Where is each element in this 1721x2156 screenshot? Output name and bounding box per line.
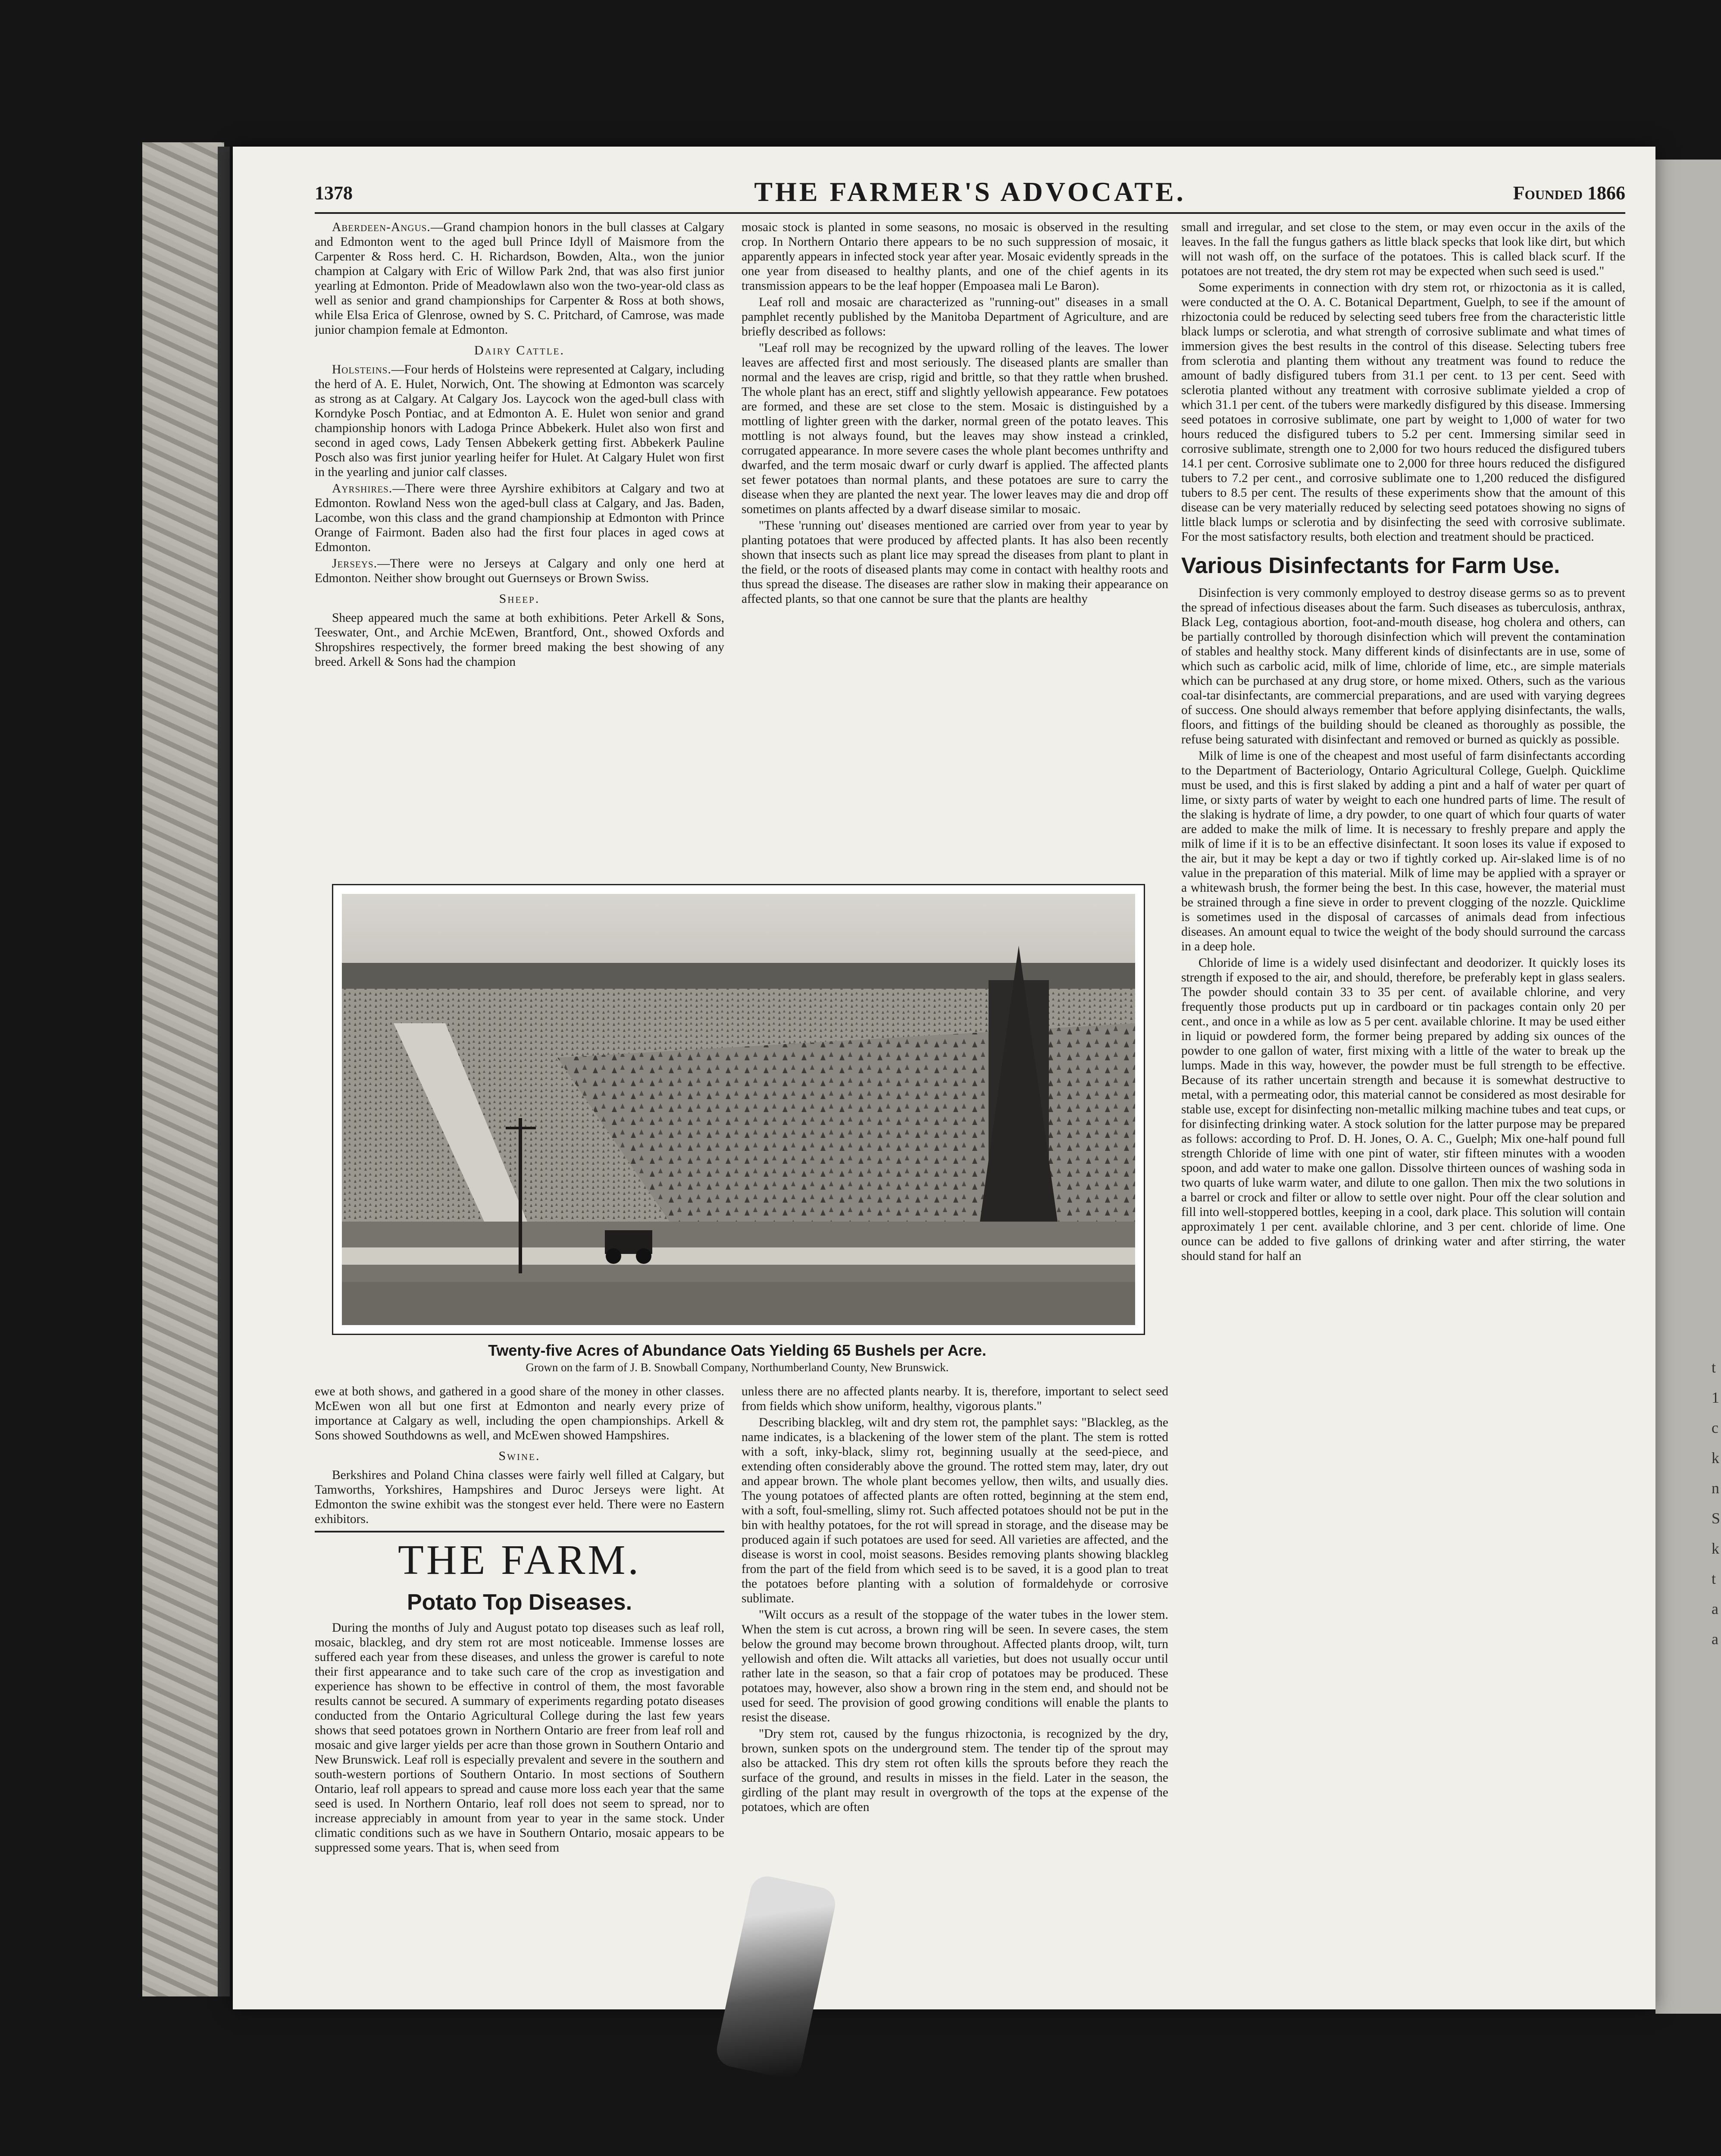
paragraph: "Wilt occurs as a result of the stoppage of the water tubes in the lower stem. When the stem is cut across, a brown ring will be seen. In severe cases, the stem below the ground may become brown throughout. Affected plants droop, wilt, turn yellowish and often die. Wilt attacks all varieties, but does not usually occur until rather late in the season, so that a fair crop of potatoes may be produced. These potatoes may, however, also show a brown ring in the stem end, and should not be used for seed. The provision of good growing conditions will enable the plants to resist the disease.: [742, 1608, 1168, 1724]
paragraph: [315, 481, 724, 555]
page-number: 1378: [315, 182, 353, 204]
founded-label: Founded 1866: [1513, 182, 1625, 204]
run-in-heading: Ayrshires.: [332, 482, 393, 495]
adjacent-glyph: t: [1712, 1359, 1716, 1376]
binding-edge: [218, 147, 230, 1996]
adjacent-glyph: t: [1712, 1570, 1716, 1587]
column-3: [1181, 220, 1625, 1962]
run-in-heading: Holsteins.: [332, 363, 391, 376]
caption-subtitle: Grown on the farm of J. B. Snowball Company, Northumberland County, New Brunswick.: [526, 1361, 949, 1374]
article-headline: Various Disinfectants for Farm Use.: [1181, 553, 1560, 578]
newspaper-page: [233, 147, 1655, 2009]
paragraph-text: —There were three Ayrshire exhibitors at Calgary and two at Edmonton. Rowland Ness won the aged-bull class at Calgary, and Jas. Baden, Lacombe, won this class and the grand championship at Edmonton with Prince Orange of Fairmont. Baden also had the first four places in aged cows at Edmonton.: [315, 482, 724, 554]
book-binding: [142, 142, 224, 1996]
photo-caption: [332, 1341, 1142, 1375]
paragraph: mosaic stock is planted in some seasons, no mosaic is observed in the resulting crop. In Northern Ontario there appears to be no such suppression of mosaic, it apparently appears in infected stock year after year. Mosaic evidently spreads in the one year from diseased to healthy plants, and one of the chief agents in its transmission appears to be the leaf hopper (Empoasea mali Le Baron).: [742, 220, 1168, 293]
adjacent-page-edge: [1655, 160, 1721, 2014]
section-subheading: Dairy Cattle.: [474, 343, 565, 357]
adjacent-glyph: S: [1712, 1510, 1721, 1527]
adjacent-glyph: n: [1712, 1479, 1719, 1497]
adjacent-glyph: c: [1712, 1419, 1718, 1436]
paragraph-text: —There were no Jerseys at Calgary and only one herd at Edmonton. Neither show brought out Guernseys or Brown Swiss.: [315, 557, 724, 585]
paragraph: unless there are no affected plants nearby. It is, therefore, important to select seed from fields which show uniform, healthy, vigorous plants.": [742, 1385, 1168, 1413]
column-1-top: [315, 220, 724, 875]
paragraph: Some experiments in connection with dry stem rot, or rhizoctonia as it is called, were conducted at the O. A. C. Botanical Department, Guelph, to see if the amount of rhizoctonia could be reduced by selecting seed tubers free from the characteristic little black lumps or sclerotia, and what strength of corrosive sublimate and what times of immersion gives the best results in the control of this disease. Selecting tubers free from sclerotia and planting them without any treatment was found to reduce the amount of badly disfigured tubers from 31.1 per cent. to 13 per cent. Seed with sclerotia planted without any treatment with corrosive sublimate yielded a crop of which 31.1 per cent. of the tubers were markedly disfigured by this disease. Immersing seed potatoes in corrosive sublimate, one part by weight to 1,000 of water for two hours reduced the disfigured tubers to 5.2 per cent. Immersing similar seed in corrosive sublimate, strength one to 2,000 for two hours reduced the disfigured tubers 14.1 per cent. Corrosive sublimate one to 2,000 for three hours reduced the disfigured tubers to 7.2 per cent., and corrosive sublimate one to 1,200 reduced the disfigured tubers to 8.5 per cent. The results of these experiments show that the amount of this disease can be very materially reduced by selecting seed potatoes showing no signs of little black lumps or sclerotia and by disinfecting the seed with corrosive sublimate. For the most satisfactory results, both election and treatment should be practiced.: [1181, 281, 1625, 544]
paragraph: Disinfection is very commonly employed to destroy disease germs so as to prevent the spread of infectious diseases about the farm. Such diseases as tuberculosis, anthrax, Black Leg, contagious abortion, foot-and-mouth disease, hog cholera and others, can be partially controlled by thorough disinfection which will prevent the contamination of stables and healthy stock. Many different kinds of disinfectants are in use, some of which such as carbolic acid, milk of lime, chloride of lime, etc., are simple materials which can be purchased at any drug store, or home mixed. Others, such as the various coal-tar disinfectants, are commercial preparations, and are used with varying degrees of success. One should always remember that before applying disinfectants, the walls, floors, and fittings of the building should be cleaned as thoroughly as possible, the refuse being saturated with disinfectant and removed or burned as quickly as possible.: [1181, 586, 1625, 746]
section-subheading: Swine.: [498, 1449, 541, 1463]
masthead-title: THE FARMER'S ADVOCATE.: [754, 176, 1186, 207]
paragraph: [315, 220, 724, 337]
paragraph: small and irregular, and set close to the stem, or may even occur in the axils of the leaves. In the fall the fungus gathers as little black specks that look like dirt, but which will not wash off, on the surface of the potatoes. This is called black scurf. If the potatoes are not treated, the dry stem rot may be expected when such seed is used.": [1181, 220, 1625, 278]
photo-illustration: [342, 894, 1135, 1325]
adjacent-glyph: a: [1712, 1630, 1718, 1648]
caption-title: Twenty-five Acres of Abundance Oats Yielding 65 Bushels per Acre.: [488, 1341, 986, 1359]
column-1-bottom: [315, 1384, 724, 1962]
paragraph: Describing blackleg, wilt and dry stem rot, the pamphlet says: "Blackleg, as the name indicates, is a blackening of the lower stem of the plant. The stem is rotted with a soft, inky-black, slimy rot, beginning usually at the seed-piece, and extending often considerably above the ground. The rotted stem may, later, dry out and appear brown. The whole plant becomes yellow, then wilts, and usually dies. The young potatoes of affected plants are often rotted, beginning at the stem end, with a soft, foul-smelling, slimy rot. Such affected potatoes should not be put in the bin with healthy potatoes, for the rot will spread in storage, and the disease may be produced again if such potatoes are used for seed. All varieties are affected, and the disease is worst in cool, moist seasons. Besides removing plants showing blackleg from the part of the field from which seed is to be saved, it is a good plan to treat the potatoes before planting with a solution of formaldehyde or corrosive sublimate.: [742, 1416, 1168, 1605]
adjacent-glyph: 1: [1712, 1389, 1719, 1406]
paragraph: Milk of lime is one of the cheapest and most useful of farm disinfectants according to the Department of Bacteriology, Ontario Agricultural College, Guelph. Quicklime must be used, and this is first slaked by adding a pint and a half of water per quart of lime, or sixty parts of water by weight to each one hundred parts of lime. The result of the slaking is hydrate of lime, a dry powder, to one quart of which four quarts of water are added to make the milk of lime. It is necessary to freshly prepare and apply the milk of lime if it is to be an effective disinfectant. It soon loses its value if exposed to the air, but it may be kept a day or two if tightly corked up. Air-slaked lime is of no value in the preparation of this material. Milk of lime may be applied with a sprayer or a whitewash brush, the former being the best. In this case, however, the material must be strained through a fine sieve in order to prevent clogging of the nozzle. Quicklime is sometimes used in the disposal of carcasses of animals dead from infectious diseases. An amount equal to twice the weight of the body should surround the carcass in a deep hole.: [1181, 749, 1625, 953]
run-in-heading: Aberdeen-Angus.: [332, 220, 431, 234]
adjacent-glyph: a: [1712, 1600, 1718, 1617]
page-header: [315, 173, 1625, 214]
paragraph: Sheep appeared much the same at both exhibitions. Peter Arkell & Sons, Teeswater, Ont., and Archie McEwen, Brantford, Ont., showed Oxfords and Shropshires respectively, the former breed making the best showing of any breed. Arkell & Sons had the champion: [315, 611, 724, 669]
section-title: THE FARM.: [397, 1537, 641, 1583]
paragraph: "These 'running out' diseases mentioned are carried over from year to year by planting potatoes that were produced by affected plants. It has also been recently shown that insects such as plant lice may spread the diseases from plant to plant in the field, or the roots of diseased plants may come in contact with healthy roots and thus spread the disease. The diseases are rather slow in making their appearance on affected plants, so that one cannot be sure that the plants are healthy: [742, 519, 1168, 606]
paragraph: Berkshires and Poland China classes were fairly well filled at Calgary, but Tamworths, Yorkshires, Hampshires and Duroc Jerseys were light. At Edmonton the swine exhibit was the stongest ever held. There were no Eastern exhibitors.: [315, 1468, 724, 1526]
paragraph: Leaf roll and mosaic are characterized as "running-out" diseases in a small pamphlet recently published by the Manitoba Department of Agriculture, and are briefly described as follows:: [742, 295, 1168, 338]
paragraph: ewe at both shows, and gathered in a good share of the money in other classes. McEwen won all but one first at Edmonton and nearly every prize of importance at Calgary as well, including the open championships. Arkell & Sons showed Southdowns as well, and McEwen showed Hampshires.: [315, 1385, 724, 1442]
paragraph-text: —Four herds of Holsteins were represented at Calgary, including the herd of A. E. Hulet, Norwich, Ont. The showing at Edmonton was scarcely as strong as at Calgary. At Calgary Jos. Laycock won the aged-bull class with Korndyke Posch Pontiac, and at Edmonton A. E. Hulet won senior and grand championship honors with Ladoga Prince Abbekerk. Hulet also won first and second in aged cows, Lady Tensen Abbekerk getting first. Abbekerk Pauline Posch also was first junior yearling heifer for Hulet. At Calgary Hulet won first in the yearling and junior calf classes.: [315, 363, 724, 479]
paragraph-text: —Grand champion honors in the bull classes at Calgary and Edmonton went to the aged bull Prince Idyll of Maismore from the Carpenter & Ross herd. C. H. Richardson, Bowden, Alta., won the junior champion at Calgary with Eric of Willow Park 2nd, that was also first junior yearling at Edmonton. Pride of Meadowlawn also won the two-year-old class as well as senior and grand championships for Carpenter & Ross at both shows, while Elsa Erica of Glenrose, owned by S. C. Pritchard, of Camrose, was made junior champion female at Edmonton.: [315, 220, 724, 337]
paragraph: "Leaf roll may be recognized by the upward rolling of the leaves. The lower leaves are affected first and most seriously. The diseased plants are smaller than normal and the leaves are crisp, rigid and brittle, so that they rattle when brushed. The whole plant has an erect, stiff and slightly yellowish appearance. Few potatoes are formed, and these are set close to the stem. Mosaic is distinguished by a mottling of lighter green with the darker, normal green of the potato leaves. This mottling is not always found, but the leaves may show instead a crinkled, corrugated appearance. In more severe cases the whole plant becomes unthrifty and dwarfed, and the term mosaic dwarf or curly dwarf is applied. The affected plants set fewer potatoes than normal plants, and these potatoes are sure to carry the disease when they are planted the next year. The lower leaves may die and drop off sometimes on plants affected by a dwarf disease similar to mosaic.: [742, 341, 1168, 516]
adjacent-glyph: k: [1712, 1540, 1719, 1557]
adjacent-glyph: k: [1712, 1449, 1719, 1467]
section-rule: [315, 1531, 724, 1532]
field-photograph: [332, 884, 1145, 1335]
paragraph: [315, 362, 724, 479]
section-subheading: Sheep.: [499, 592, 540, 606]
column-2-bottom: [742, 1384, 1168, 1962]
column-2-top: [742, 220, 1168, 875]
article-headline: Potato Top Diseases.: [407, 1590, 632, 1615]
paragraph: Chloride of lime is a widely used disinfectant and deodorizer. It quickly loses its strength if exposed to the air, and should, therefore, be preferably kept in glass sealers. The powder should contain 33 to 35 per cent. of available chlorine, and very frequently those products put up in cardboard or tin packages contain only 20 per cent., and once in a while as low as 5 per cent. available chlorine. It may be used either in liquid or powdered form, the former being prepared by adding six ounces of the powder to one gallon of water, first mixing with a little of the water to break up the lumps. Made in this way, however, the powder must be full strength to be effective. Because of its rather uncertain strength and because it is somewhat destructive to metal, with a permeating odor, this material cannot be considered as most desirable for stable use, except for disinfecting non-metallic milking machine tubes and teat cups, or for disinfecting drinking water. A stock solution for the latter purpose may be prepared as follows: according to Prof. D. H. Jones, O. A. C., Guelph; Mix one-half pound full strength Chloride of lime with one pint of water, stir fifteen minutes with a wooden spoon, and add water to make one gallon. Dissolve thirteen ounces of washing soda in two quarts of luke warm water, and dilute to one gallon. Then mix the two solutions in a barrel or crock and filter or allow to settle over night. Pour off the clear solution and fill into well-stoppered bottles, keeping in a cool, dark place. This solution will contain approximately 1 per cent. available chlorine, and 3 per cent. chloride of lime. One ounce can be added to five gallons of drinking water and after stirring, the water should stand for half an: [1181, 956, 1625, 1263]
run-in-heading: Jerseys.: [332, 557, 378, 570]
paragraph: [315, 556, 724, 586]
paragraph: "Dry stem rot, caused by the fungus rhizoctonia, is recognized by the dry, brown, sunken spots on the underground stem. The tender tip of the sprout may also be attacked. This dry stem rot often kills the sprouts before they reach the surface of the ground, and results in misses in the field. Later in the season, the girdling of the plant may result in overgrowth of the tops at the expense of the potatoes, which are often: [742, 1727, 1168, 1814]
paragraph: During the months of July and August potato top diseases such as leaf roll, mosaic, blackleg, and dry stem rot are most noticeable. Immense losses are suffered each year from these diseases, and unless the grower is careful to note their first appearance and to take such care of the crop as investigation and experience has shown to be effective in control of them, the most favorable results cannot be secured. A summary of experiments regarding potato diseases conducted from the Ontario Agricultural College during the last few years shows that seed potatoes grown in Northern Ontario are freer from leaf roll and mosaic and give larger yields per acre than those grown in Southern Ontario and New Brunswick. Leaf roll is especially prevalent and severe in the southern and south-western portions of Southern Ontario. In most sections of Southern Ontario, leaf roll appears to spread and cause more loss each year that the same seed is used. In Northern Ontario, leaf roll does not seem to spread, nor to increase appreciably in amount from year to year in the same stock. Under climatic conditions such as we have in Southern Ontario, mosaic appears to be suppressed some years. That is, when seed from: [315, 1621, 724, 1855]
